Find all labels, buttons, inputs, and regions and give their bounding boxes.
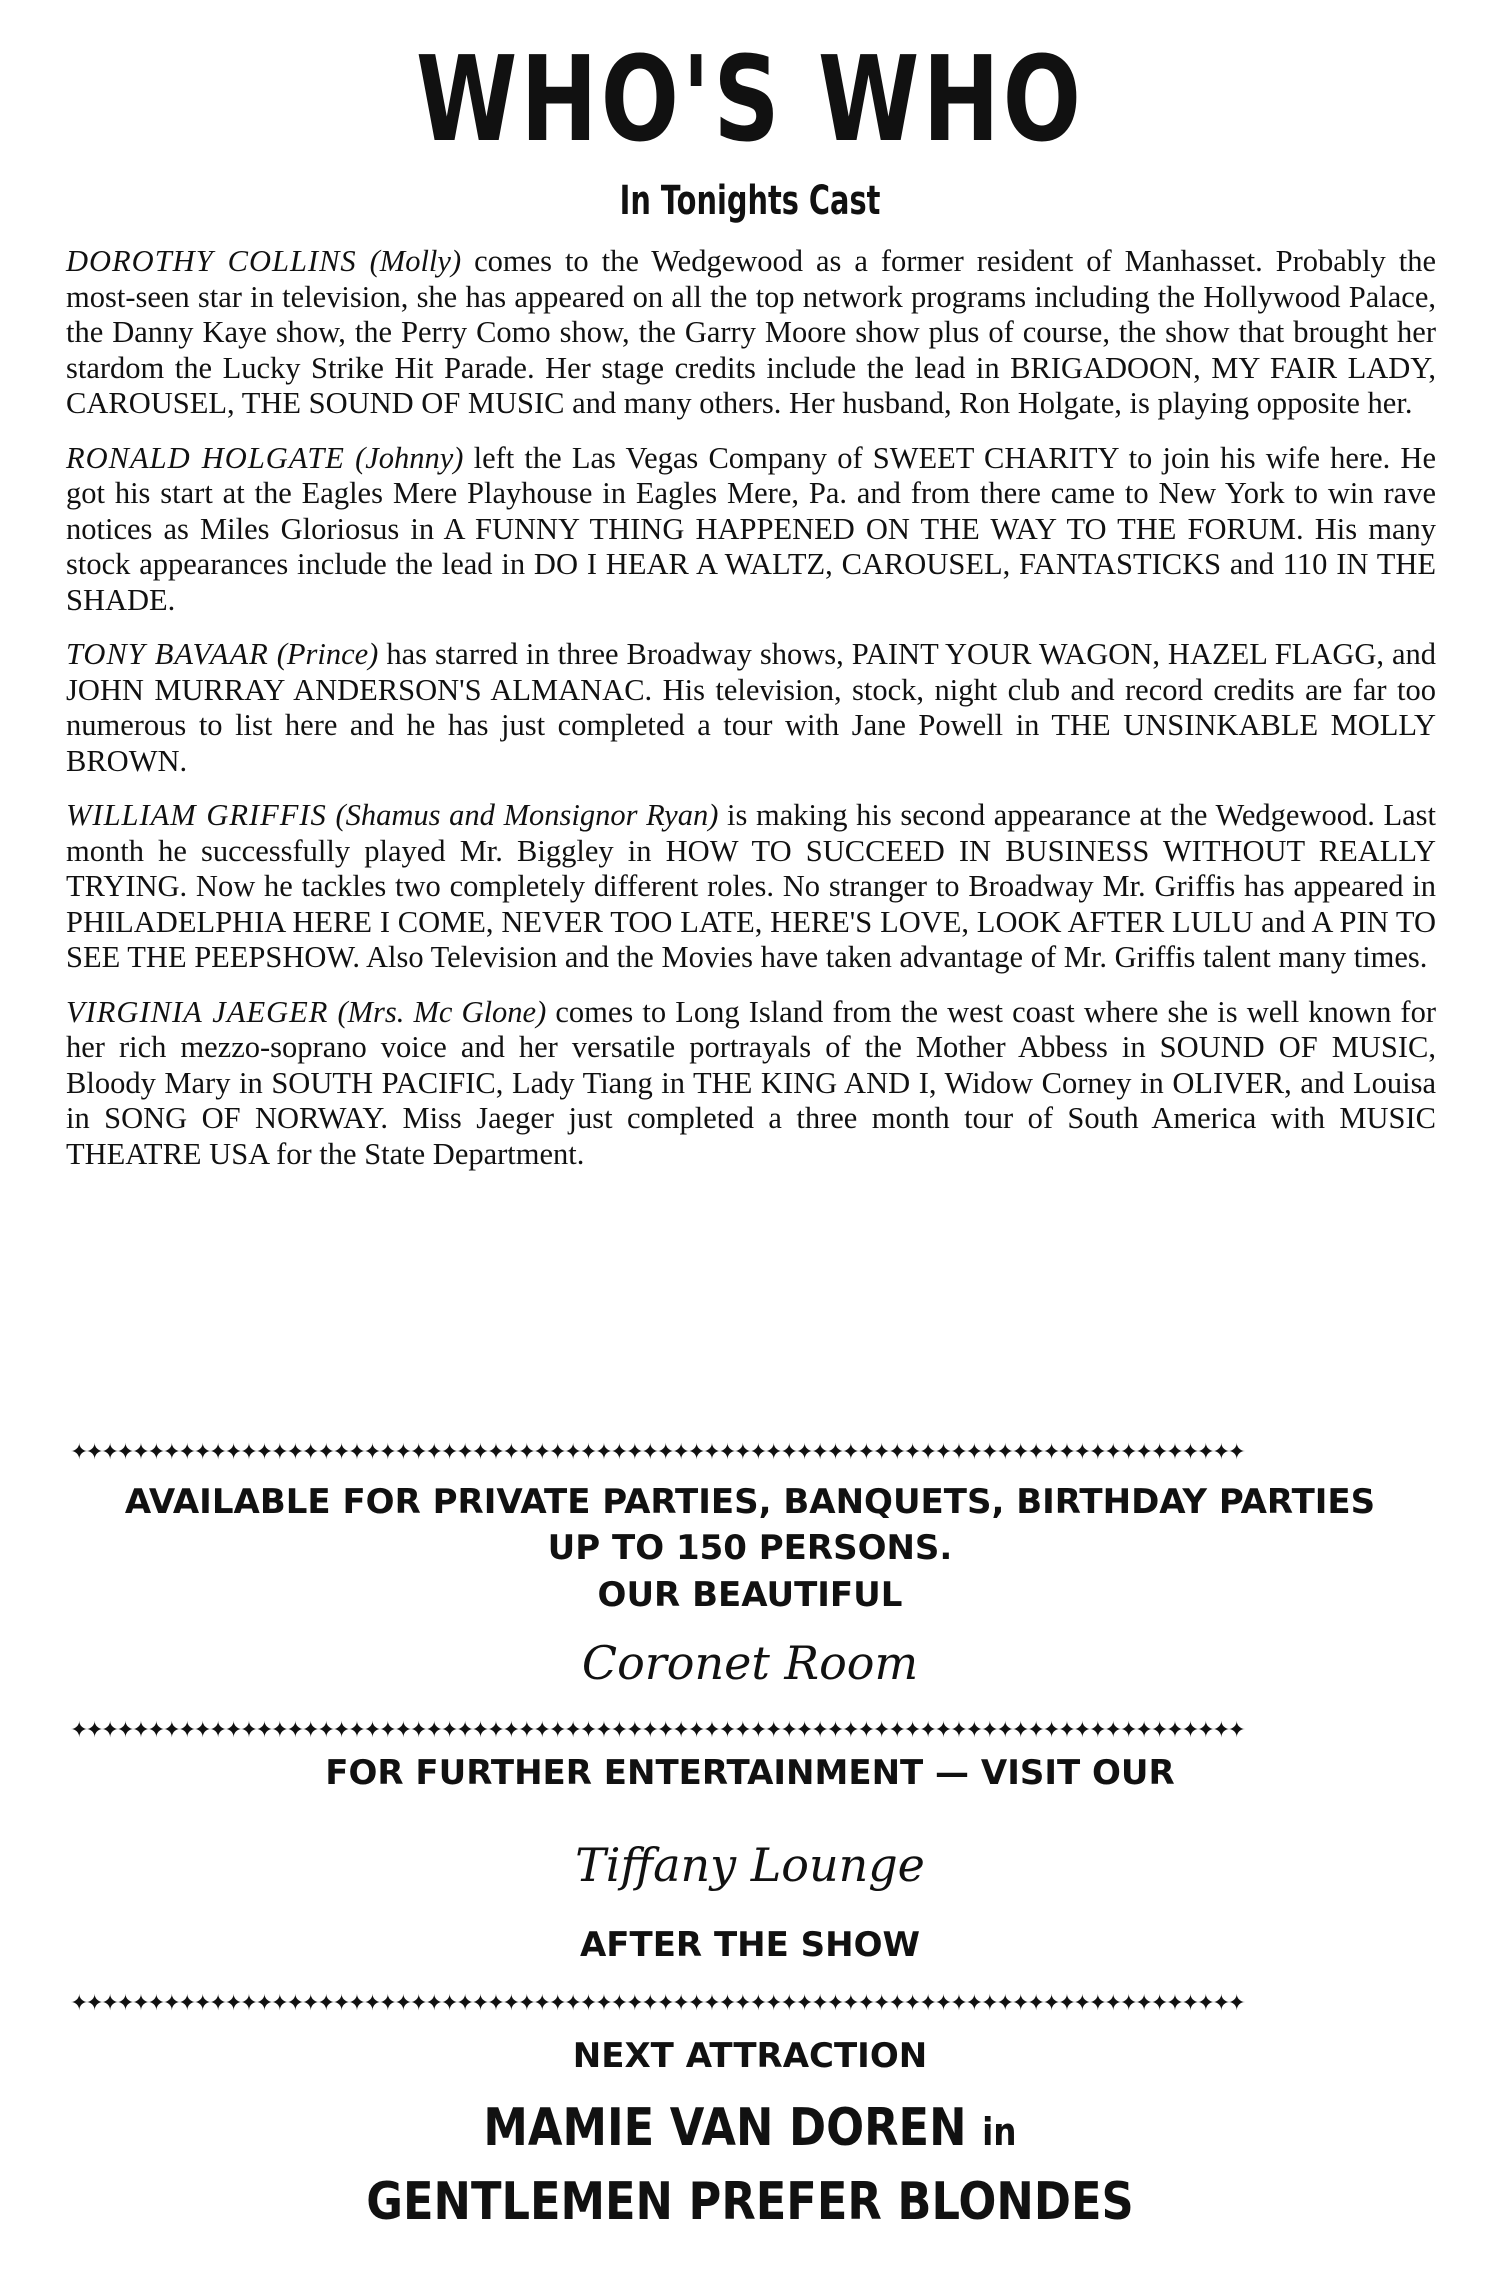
- cast-role: (Prince): [276, 637, 379, 671]
- bio-text: has starred in three Broadway shows, PAINT YOUR WAGON, HAZEL FLAGG, and JOHN MURRAY ANDERSON'S ALMANAC. His television, stock, night club and record credits are far too numerous to list here and he has just completed a tour with Jane Powell in THE UNSINKABLE MOLLY BROWN.: [66, 637, 1437, 778]
- bio-text: left the Las Vegas Company of SWEET CHARITY to join his wife here. He got his start at the Eagles Mere Playhouse in Eagles Mere, Pa. and from there came to New York to win rave notices as Miles Gloriosus in A FUNNY THING HAPPENED ON THE WAY TO THE FORUM. His many stock appearances include the lead in DO I HEAR A WALTZ, CAROUSEL, FANTASTICKS and 110 IN THE SHADE.: [66, 440, 1436, 617]
- bio-text: is making his second appearance at the Wedgewood. Last month he successfully played Mr. Biggley in HOW TO SUCCEED IN BUSINESS WITHOUT REALLY TRYING. Now he tackles two completely different roles. No stranger to Broadway Mr. Griffis has appeared in PHILADELPHIA HERE I COME, NEVER TOO LATE, HERE'S LOVE, LOOK AFTER LULU and A PIN TO SEE THE PEEPSHOW. Also Television and the Movies have taken advantage of Mr. Griffis talent many times.: [66, 798, 1436, 974]
- next-attraction-show: GENTLEMEN PREFER BLONDES: [366, 2172, 1134, 2232]
- bio-william-griffis: [66, 798, 1436, 976]
- bio-virginia-jaeger: [66, 995, 1436, 1173]
- cast-role: (Shamus and Monsignor Ryan): [335, 798, 719, 832]
- star-divider: ✦✦✦✦✦✦✦✦✦✦✦✦✦✦✦✦✦✦✦✦✦✦✦✦✦✦✦✦✦✦✦✦✦✦✦✦✦✦✦✦✦✦✦✦✦✦✦✦✦✦✦✦✦✦✦✦✦✦✦✦✦✦✦✦✦✦✦✦✦✦✦✦✦✦✦✦: [70, 1993, 1243, 2015]
- page-title: WHO'S WHO: [415, 30, 1085, 168]
- star-divider: ✦✦✦✦✦✦✦✦✦✦✦✦✦✦✦✦✦✦✦✦✦✦✦✦✦✦✦✦✦✦✦✦✦✦✦✦✦✦✦✦✦✦✦✦✦✦✦✦✦✦✦✦✦✦✦✦✦✦✦✦✦✦✦✦✦✦✦✦✦✦✦✦✦✦✦✦: [70, 1720, 1243, 1742]
- star-name-text: MAMIE VAN DOREN: [483, 2098, 967, 2158]
- private-parties-heading: AVAILABLE FOR PRIVATE PARTIES, BANQUETS, BIRTHDAY PARTIES: [124, 1482, 1376, 1522]
- cast-role: (Mrs. Mc Glone): [337, 994, 547, 1029]
- cast-name: TONY BAVAAR: [66, 637, 269, 671]
- next-attraction-label: NEXT ATTRACTION: [572, 2036, 928, 2076]
- page-subtitle: In Tonights Cast: [619, 178, 881, 224]
- cast-role: (Johnny): [355, 440, 464, 475]
- bio-text: comes to Long Island from the west coast where she is well known for her rich mezzo-soprano voice and her versatile portrayals of the Mother Abbess in SOUND OF MUSIC, Bloody Mary in SOUTH PACIFIC, Lady Tiang in THE KING AND I, Widow Corney in OLIVER, and Louisa in SONG OF NORWAY. Miss Jaeger just completed a three month tour of South America with MUSIC THEATRE USA for the State Department.: [66, 994, 1436, 1171]
- coronet-room-script: Coronet Room: [581, 1636, 919, 1690]
- cast-name: RONALD HOLGATE: [66, 440, 345, 475]
- capacity-text: UP TO 150 PERSONS.: [547, 1528, 953, 1568]
- after-show-text: AFTER THE SHOW: [579, 1925, 921, 1965]
- cast-name: WILLIAM GRIFFIS: [66, 798, 327, 832]
- cast-bios: [66, 244, 1436, 1191]
- connector-text: in: [982, 2110, 1017, 2154]
- bio-text: comes to the Wedgewood as a former resident of Manhasset. Probably the most-seen star in television, she has appeared on all the top network programs including the Hollywood Palace, the Danny Kaye show, the Perry Como show, the Garry Moore show plus of course, the show that brought her stardom the Lucky Strike Hit Parade. Her stage credits include the lead in BRIGADOON, MY FAIR LADY, CAROUSEL, THE SOUND OF MUSIC and many others. Her husband, Ron Holgate, is playing opposite her.: [66, 244, 1437, 420]
- star-divider: ✦✦✦✦✦✦✦✦✦✦✦✦✦✦✦✦✦✦✦✦✦✦✦✦✦✦✦✦✦✦✦✦✦✦✦✦✦✦✦✦✦✦✦✦✦✦✦✦✦✦✦✦✦✦✦✦✦✦✦✦✦✦✦✦✦✦✦✦✦✦✦✦✦✦✦✦: [70, 1442, 1243, 1464]
- tiffany-lounge-script: Tiffany Lounge: [575, 1838, 925, 1892]
- cast-role: (Molly): [369, 244, 462, 278]
- our-beautiful-text: OUR BEAUTIFUL: [597, 1575, 903, 1615]
- bio-dorothy-collins: [66, 244, 1436, 422]
- next-attraction-star: [105, 2098, 1395, 2158]
- cast-name: DOROTHY COLLINS: [66, 244, 357, 278]
- bio-ronald-holgate: [66, 441, 1436, 619]
- cast-name: VIRGINIA JAEGER: [66, 994, 329, 1029]
- bio-tony-bavaar: [66, 637, 1436, 779]
- further-entertainment-text: FOR FURTHER ENTERTAINMENT — VISIT OUR: [325, 1753, 1175, 1793]
